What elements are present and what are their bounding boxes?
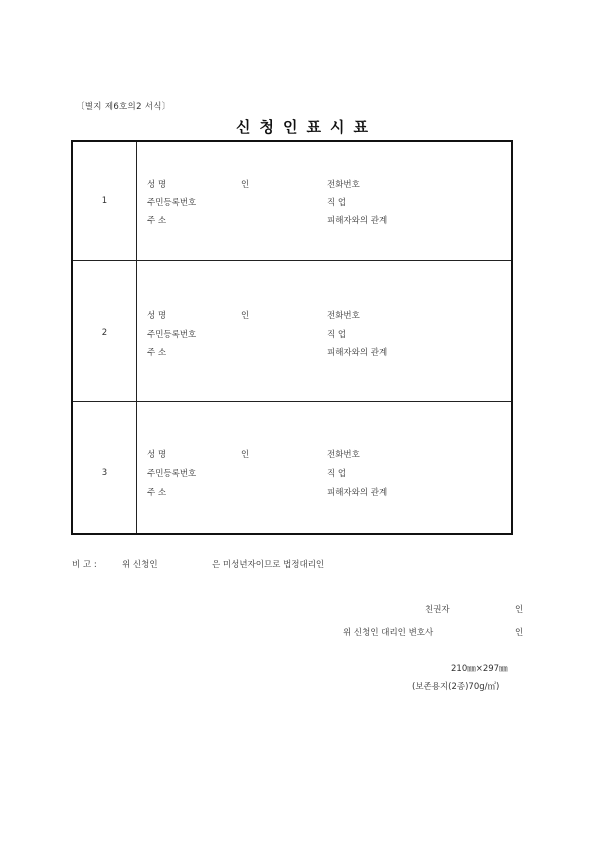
guardian-seal-mark: 인 xyxy=(515,605,524,615)
relation-label: 피해자와의 관계 xyxy=(327,488,388,498)
applicant-row-3 xyxy=(73,401,511,533)
row-number: 3 xyxy=(101,468,108,478)
address-label: 주 소 xyxy=(147,216,167,226)
applicant-table xyxy=(71,140,513,535)
row-number: 1 xyxy=(101,196,108,206)
address-label: 주 소 xyxy=(147,488,167,498)
phone-label: 전화번호 xyxy=(327,311,360,321)
name-label: 성 명 xyxy=(147,180,167,190)
occupation-label: 직 업 xyxy=(327,198,347,208)
occupation-label: 직 업 xyxy=(327,469,347,479)
applicant-row-2 xyxy=(73,260,511,401)
seal-mark: 인 xyxy=(241,180,250,190)
name-label: 성 명 xyxy=(147,311,167,321)
name-label: 성 명 xyxy=(147,450,167,460)
seal-mark: 인 xyxy=(241,450,250,460)
phone-label: 전화번호 xyxy=(327,450,360,460)
paper-size: 210㎜×297㎜ xyxy=(451,664,508,674)
guardian-label: 친권자 xyxy=(425,605,450,615)
relation-label: 피해자와의 관계 xyxy=(327,348,388,358)
relation-label: 피해자와의 관계 xyxy=(327,216,388,226)
lawyer-seal-mark: 인 xyxy=(515,628,524,638)
address-label: 주 소 xyxy=(147,348,167,358)
resident-number-label: 주민등록번호 xyxy=(147,198,197,208)
remark-label: 비 고 : xyxy=(72,560,97,570)
page-title: 신청인표시표 xyxy=(236,118,377,136)
row-number: 2 xyxy=(101,328,108,338)
form-label: 〔별지 제6호의2 서식〕 xyxy=(76,102,171,112)
resident-number-label: 주민등록번호 xyxy=(147,469,197,479)
lawyer-label: 위 신청인 대리인 변호사 xyxy=(343,628,434,638)
seal-mark: 인 xyxy=(241,311,250,321)
resident-number-label: 주민등록번호 xyxy=(147,330,197,340)
applicant-row-1 xyxy=(73,142,511,260)
paper-type: (보존용지(2종)70g/㎡) xyxy=(412,682,500,692)
phone-label: 전화번호 xyxy=(327,180,360,190)
remark-applicant: 위 신청인 xyxy=(122,560,158,570)
occupation-label: 직 업 xyxy=(327,330,347,340)
remark-minor-statement: 은 미성년자이므로 법정대리인 xyxy=(212,560,325,570)
